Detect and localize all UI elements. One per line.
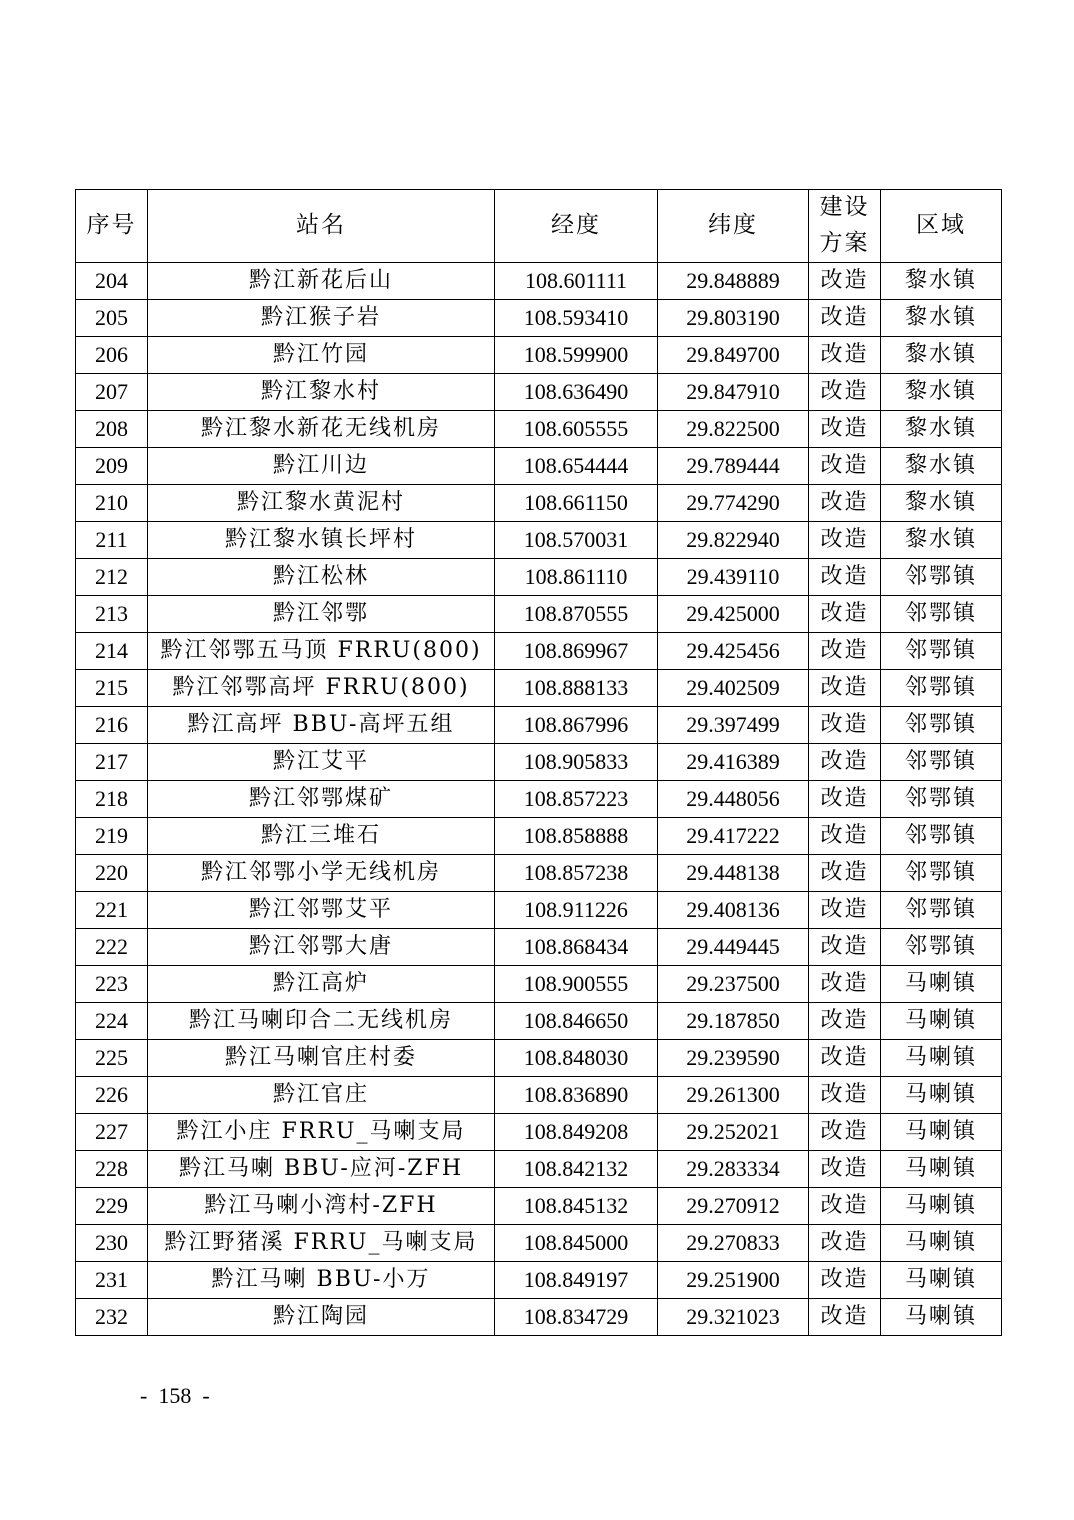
region-cell: 黎水镇	[881, 374, 1002, 411]
region-cell: 马喇镇	[881, 1040, 1002, 1077]
station-name-cell: 黔江艾平	[148, 744, 495, 781]
table-row	[76, 1262, 1002, 1299]
row-index-cell: 211	[76, 522, 148, 559]
latitude-cell: 29.321023	[658, 1299, 809, 1336]
table-row	[76, 670, 1002, 707]
station-name-cell: 黔江三堆石	[148, 818, 495, 855]
construction-plan-cell: 改造	[809, 929, 881, 966]
region-cell: 邻鄂镇	[881, 670, 1002, 707]
table-row	[76, 1003, 1002, 1040]
row-index-cell: 215	[76, 670, 148, 707]
region-cell: 马喇镇	[881, 1003, 1002, 1040]
table-row	[76, 1188, 1002, 1225]
latitude-cell: 29.252021	[658, 1114, 809, 1151]
table-row	[76, 633, 1002, 670]
longitude-cell: 108.570031	[495, 522, 658, 559]
region-cell: 马喇镇	[881, 1262, 1002, 1299]
station-name-cell: 黔江马喇官庄村委	[148, 1040, 495, 1077]
region-cell: 邻鄂镇	[881, 818, 1002, 855]
station-name-cell: 黔江邻鄂大唐	[148, 929, 495, 966]
longitude-cell: 108.857238	[495, 855, 658, 892]
table-row	[76, 411, 1002, 448]
table-row	[76, 892, 1002, 929]
table-row	[76, 1151, 1002, 1188]
station-name-cell: 黔江马喇 BBU-小万	[148, 1262, 495, 1299]
region-cell: 马喇镇	[881, 1114, 1002, 1151]
latitude-cell: 29.425456	[658, 633, 809, 670]
header-region: 区域	[881, 190, 1002, 263]
table-row	[76, 1114, 1002, 1151]
longitude-cell: 108.842132	[495, 1151, 658, 1188]
table-row	[76, 1077, 1002, 1114]
construction-plan-cell: 改造	[809, 559, 881, 596]
longitude-cell: 108.869967	[495, 633, 658, 670]
construction-plan-cell: 改造	[809, 892, 881, 929]
row-index-cell: 210	[76, 485, 148, 522]
row-index-cell: 207	[76, 374, 148, 411]
longitude-cell: 108.848030	[495, 1040, 658, 1077]
region-cell: 邻鄂镇	[881, 707, 1002, 744]
row-index-cell: 227	[76, 1114, 148, 1151]
construction-plan-cell: 改造	[809, 744, 881, 781]
region-cell: 邻鄂镇	[881, 892, 1002, 929]
longitude-cell: 108.601111	[495, 263, 658, 300]
header-longitude: 经度	[495, 190, 658, 263]
row-index-cell: 226	[76, 1077, 148, 1114]
construction-plan-cell: 改造	[809, 1077, 881, 1114]
table-row	[76, 781, 1002, 818]
construction-plan-cell: 改造	[809, 596, 881, 633]
construction-plan-cell: 改造	[809, 337, 881, 374]
station-name-cell: 黔江邻鄂五马顶 FRRU(800)	[148, 633, 495, 670]
row-index-cell: 217	[76, 744, 148, 781]
station-name-cell: 黔江黎水村	[148, 374, 495, 411]
row-index-cell: 225	[76, 1040, 148, 1077]
construction-plan-cell: 改造	[809, 374, 881, 411]
region-cell: 黎水镇	[881, 522, 1002, 559]
table-row	[76, 1299, 1002, 1336]
table-row	[76, 485, 1002, 522]
construction-plan-cell: 改造	[809, 522, 881, 559]
header-construction-plan	[809, 190, 881, 263]
longitude-cell: 108.654444	[495, 448, 658, 485]
region-cell: 邻鄂镇	[881, 929, 1002, 966]
row-index-cell: 229	[76, 1188, 148, 1225]
construction-plan-cell: 改造	[809, 1188, 881, 1225]
construction-plan-cell: 改造	[809, 670, 881, 707]
station-name-cell: 黔江高坪 BBU-高坪五组	[148, 707, 495, 744]
station-name-cell: 黔江邻鄂高坪 FRRU(800)	[148, 670, 495, 707]
construction-plan-cell: 改造	[809, 411, 881, 448]
station-name-cell: 黔江邻鄂艾平	[148, 892, 495, 929]
region-cell: 黎水镇	[881, 411, 1002, 448]
table-row	[76, 374, 1002, 411]
latitude-cell: 29.416389	[658, 744, 809, 781]
region-cell: 黎水镇	[881, 448, 1002, 485]
latitude-cell: 29.187850	[658, 1003, 809, 1040]
region-cell: 马喇镇	[881, 1225, 1002, 1262]
longitude-cell: 108.858888	[495, 818, 658, 855]
table-row	[76, 522, 1002, 559]
latitude-cell: 29.448056	[658, 781, 809, 818]
row-index-cell: 208	[76, 411, 148, 448]
station-name-cell: 黔江小庄 FRRU_马喇支局	[148, 1114, 495, 1151]
longitude-cell: 108.605555	[495, 411, 658, 448]
row-index-cell: 216	[76, 707, 148, 744]
latitude-cell: 29.270833	[658, 1225, 809, 1262]
station-name-cell: 黔江陶园	[148, 1299, 495, 1336]
region-cell: 马喇镇	[881, 1077, 1002, 1114]
row-index-cell: 224	[76, 1003, 148, 1040]
longitude-cell: 108.845132	[495, 1188, 658, 1225]
station-name-cell: 黔江官庄	[148, 1077, 495, 1114]
latitude-cell: 29.822500	[658, 411, 809, 448]
longitude-cell: 108.868434	[495, 929, 658, 966]
row-index-cell: 223	[76, 966, 148, 1003]
latitude-cell: 29.397499	[658, 707, 809, 744]
header-latitude: 纬度	[658, 190, 809, 263]
table-header-row	[76, 190, 1002, 263]
table-row	[76, 1040, 1002, 1077]
longitude-cell: 108.911226	[495, 892, 658, 929]
region-cell: 邻鄂镇	[881, 744, 1002, 781]
table-row	[76, 744, 1002, 781]
latitude-cell: 29.417222	[658, 818, 809, 855]
latitude-cell: 29.774290	[658, 485, 809, 522]
row-index-cell: 206	[76, 337, 148, 374]
latitude-cell: 29.251900	[658, 1262, 809, 1299]
table-row	[76, 966, 1002, 1003]
construction-plan-cell: 改造	[809, 1262, 881, 1299]
longitude-cell: 108.661150	[495, 485, 658, 522]
latitude-cell: 29.261300	[658, 1077, 809, 1114]
longitude-cell: 108.849208	[495, 1114, 658, 1151]
latitude-cell: 29.847910	[658, 374, 809, 411]
station-name-cell: 黔江野猪溪 FRRU_马喇支局	[148, 1225, 495, 1262]
region-cell: 黎水镇	[881, 263, 1002, 300]
header-plan-line1: 建设	[819, 194, 870, 221]
station-name-cell: 黔江新花后山	[148, 263, 495, 300]
construction-plan-cell: 改造	[809, 1114, 881, 1151]
latitude-cell: 29.448138	[658, 855, 809, 892]
station-table	[75, 189, 1002, 1336]
latitude-cell: 29.449445	[658, 929, 809, 966]
longitude-cell: 108.870555	[495, 596, 658, 633]
latitude-cell: 29.439110	[658, 559, 809, 596]
row-index-cell: 205	[76, 300, 148, 337]
longitude-cell: 108.593410	[495, 300, 658, 337]
region-cell: 马喇镇	[881, 966, 1002, 1003]
longitude-cell: 108.836890	[495, 1077, 658, 1114]
longitude-cell: 108.834729	[495, 1299, 658, 1336]
station-name-cell: 黔江猴子岩	[148, 300, 495, 337]
latitude-cell: 29.822940	[658, 522, 809, 559]
station-name-cell: 黔江黎水镇长坪村	[148, 522, 495, 559]
station-name-cell: 黔江黎水黄泥村	[148, 485, 495, 522]
latitude-cell: 29.283334	[658, 1151, 809, 1188]
page-number: - 158 -	[140, 1383, 210, 1408]
construction-plan-cell: 改造	[809, 707, 881, 744]
row-index-cell: 221	[76, 892, 148, 929]
station-name-cell: 黔江川边	[148, 448, 495, 485]
station-name-cell: 黔江竹园	[148, 337, 495, 374]
construction-plan-cell: 改造	[809, 448, 881, 485]
row-index-cell: 228	[76, 1151, 148, 1188]
construction-plan-cell: 改造	[809, 818, 881, 855]
table-row	[76, 596, 1002, 633]
row-index-cell: 214	[76, 633, 148, 670]
region-cell: 黎水镇	[881, 485, 1002, 522]
construction-plan-cell: 改造	[809, 1003, 881, 1040]
row-index-cell: 220	[76, 855, 148, 892]
station-name-cell: 黔江松林	[148, 559, 495, 596]
construction-plan-cell: 改造	[809, 966, 881, 1003]
row-index-cell: 209	[76, 448, 148, 485]
construction-plan-cell: 改造	[809, 1040, 881, 1077]
construction-plan-cell: 改造	[809, 855, 881, 892]
row-index-cell: 219	[76, 818, 148, 855]
latitude-cell: 29.425000	[658, 596, 809, 633]
row-index-cell: 218	[76, 781, 148, 818]
station-name-cell: 黔江邻鄂	[148, 596, 495, 633]
row-index-cell: 212	[76, 559, 148, 596]
construction-plan-cell: 改造	[809, 1299, 881, 1336]
station-name-cell: 黔江马喇 BBU-应河-ZFH	[148, 1151, 495, 1188]
latitude-cell: 29.270912	[658, 1188, 809, 1225]
row-index-cell: 222	[76, 929, 148, 966]
station-name-cell: 黔江马喇印合二无线机房	[148, 1003, 495, 1040]
construction-plan-cell: 改造	[809, 633, 881, 670]
region-cell: 黎水镇	[881, 300, 1002, 337]
station-name-cell: 黔江马喇小湾村-ZFH	[148, 1188, 495, 1225]
table-row	[76, 818, 1002, 855]
table-row	[76, 448, 1002, 485]
longitude-cell: 108.861110	[495, 559, 658, 596]
region-cell: 马喇镇	[881, 1188, 1002, 1225]
construction-plan-cell: 改造	[809, 485, 881, 522]
latitude-cell: 29.402509	[658, 670, 809, 707]
latitude-cell: 29.237500	[658, 966, 809, 1003]
longitude-cell: 108.636490	[495, 374, 658, 411]
table-row	[76, 855, 1002, 892]
table-row	[76, 707, 1002, 744]
longitude-cell: 108.905833	[495, 744, 658, 781]
latitude-cell: 29.849700	[658, 337, 809, 374]
station-name-cell: 黔江黎水新花无线机房	[148, 411, 495, 448]
longitude-cell: 108.857223	[495, 781, 658, 818]
longitude-cell: 108.845000	[495, 1225, 658, 1262]
table-row	[76, 559, 1002, 596]
station-name-cell: 黔江邻鄂煤矿	[148, 781, 495, 818]
row-index-cell: 232	[76, 1299, 148, 1336]
longitude-cell: 108.846650	[495, 1003, 658, 1040]
table-body	[76, 263, 1002, 1336]
longitude-cell: 108.849197	[495, 1262, 658, 1299]
construction-plan-cell: 改造	[809, 300, 881, 337]
row-index-cell: 231	[76, 1262, 148, 1299]
latitude-cell: 29.848889	[658, 263, 809, 300]
longitude-cell: 108.867996	[495, 707, 658, 744]
header-index: 序号	[76, 190, 148, 263]
latitude-cell: 29.239590	[658, 1040, 809, 1077]
construction-plan-cell: 改造	[809, 263, 881, 300]
longitude-cell: 108.900555	[495, 966, 658, 1003]
latitude-cell: 29.408136	[658, 892, 809, 929]
latitude-cell: 29.803190	[658, 300, 809, 337]
longitude-cell: 108.888133	[495, 670, 658, 707]
table-row	[76, 1225, 1002, 1262]
header-station-name: 站名	[148, 190, 495, 263]
construction-plan-cell: 改造	[809, 1151, 881, 1188]
row-index-cell: 230	[76, 1225, 148, 1262]
region-cell: 邻鄂镇	[881, 596, 1002, 633]
construction-plan-cell: 改造	[809, 781, 881, 818]
region-cell: 黎水镇	[881, 337, 1002, 374]
header-plan-line2: 方案	[819, 230, 870, 256]
row-index-cell: 204	[76, 263, 148, 300]
station-name-cell: 黔江邻鄂小学无线机房	[148, 855, 495, 892]
table-row	[76, 929, 1002, 966]
region-cell: 马喇镇	[881, 1151, 1002, 1188]
region-cell: 邻鄂镇	[881, 633, 1002, 670]
region-cell: 邻鄂镇	[881, 781, 1002, 818]
longitude-cell: 108.599900	[495, 337, 658, 374]
station-name-cell: 黔江高炉	[148, 966, 495, 1003]
region-cell: 邻鄂镇	[881, 855, 1002, 892]
row-index-cell: 213	[76, 596, 148, 633]
region-cell: 邻鄂镇	[881, 559, 1002, 596]
region-cell: 马喇镇	[881, 1299, 1002, 1336]
latitude-cell: 29.789444	[658, 448, 809, 485]
table-row	[76, 337, 1002, 374]
table-row	[76, 263, 1002, 300]
construction-plan-cell: 改造	[809, 1225, 881, 1262]
table-row	[76, 300, 1002, 337]
